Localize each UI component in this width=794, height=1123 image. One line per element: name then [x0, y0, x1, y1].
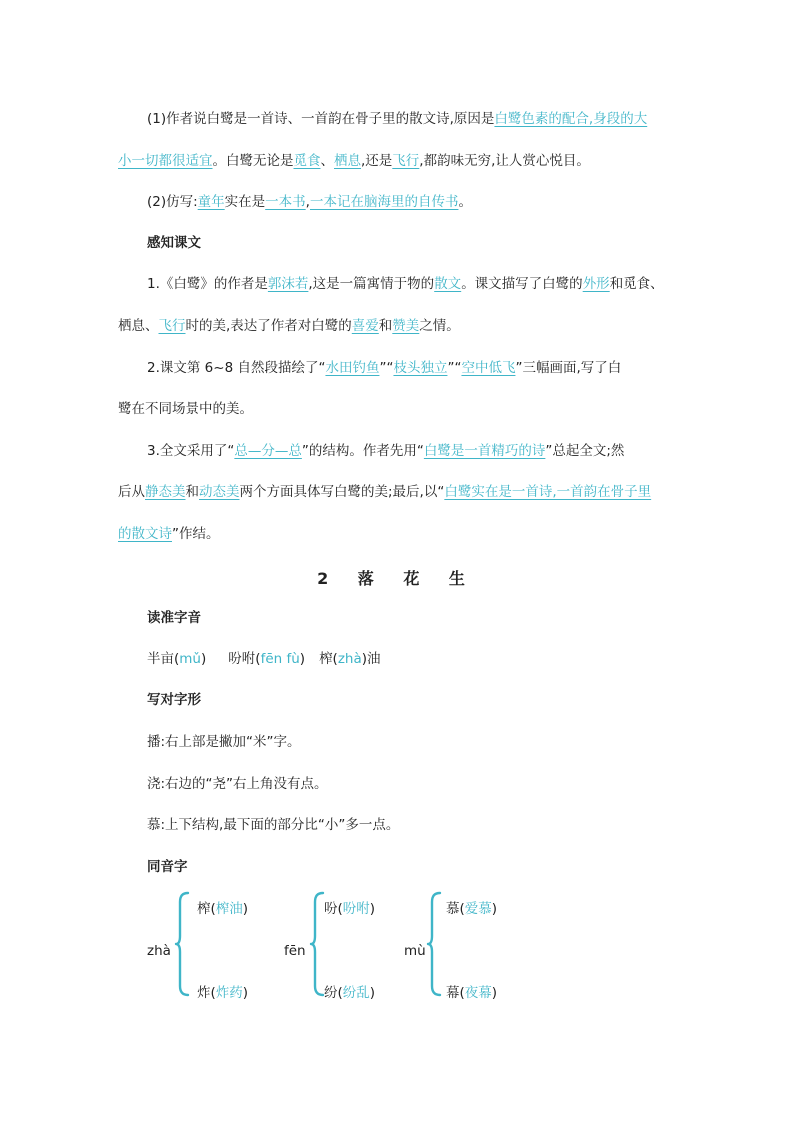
answer-flying: 飞行 [158, 318, 186, 334]
p1-text: 和 [378, 318, 393, 334]
homophone-bottom [197, 983, 248, 1003]
q1-answer: 白鹭色素的配合,身段的大 [494, 111, 648, 127]
q1-text: 。白鹭无论是 [212, 153, 294, 169]
answer-scene-2: 枝头独立 [393, 360, 448, 376]
p2-line2: 鹭在不同场景中的美。 [118, 401, 253, 417]
q1-sep: 、 [320, 153, 334, 169]
homophone-pinyin: fēn [284, 943, 306, 959]
homophone-answer: 纷乱 [342, 985, 370, 1001]
paren: ) [299, 651, 306, 667]
answer-appearance: 外形 [582, 276, 610, 292]
pinyin-word-2: 吩咐( [228, 651, 261, 667]
paren: ) [242, 985, 249, 1001]
q1-line1 [147, 109, 647, 129]
char: 纷( [324, 985, 343, 1001]
pinyin-answer-3: zhà [337, 651, 362, 667]
homophone-bottom [446, 983, 497, 1003]
p2-text: ”“ [447, 360, 462, 376]
homophone-answer: 爱慕 [464, 901, 492, 917]
answer-scene-1: 水田钓鱼 [325, 360, 380, 376]
answer-closing: 白鹭实在是一首诗,一首韵在骨子里 [444, 484, 652, 500]
q2-sep: , [305, 194, 310, 210]
p1-text: 栖息、 [118, 318, 159, 334]
answer-dynamic-beauty: 动态美 [199, 484, 240, 500]
answer-love: 喜爱 [351, 318, 379, 334]
paren: ) [369, 985, 376, 1001]
paren: ) [369, 901, 376, 917]
p3-text: 两个方面具体写白鹭的美;最后,以“ [239, 484, 445, 500]
paren: ) [242, 901, 249, 917]
section-heading-perceive: 感知课文 [147, 235, 201, 251]
answer-author: 郭沫若 [267, 276, 309, 292]
paren: ) [201, 651, 207, 667]
lesson-title: 2 落 花 生 [317, 569, 477, 588]
answer-feixing: 飞行 [392, 153, 420, 169]
homophone-top [197, 899, 248, 919]
pinyin-word-1: 半亩( [147, 651, 180, 667]
q1-text: (1)作者说白鹭是一首诗、一首韵在骨子里的散文诗,原因是 [147, 111, 495, 127]
pinyin-word-3: 榨( [319, 651, 338, 667]
q2-line [147, 192, 472, 212]
brace-icon [174, 890, 190, 998]
homophone-group-zha [147, 890, 277, 1010]
p1-text: 1.《白鹭》的作者是 [147, 276, 268, 292]
p3-text: 后从 [118, 484, 145, 500]
p1-text: 和觅食、 [609, 276, 664, 292]
p1-line1 [147, 274, 664, 294]
pinyin-answer-2: fēn fù [260, 651, 300, 667]
brace-icon [309, 890, 325, 998]
char: 炸( [197, 985, 216, 1001]
answer-static-beauty: 静态美 [145, 484, 186, 500]
homophone-answer: 炸药 [215, 985, 243, 1001]
q2-text: 实在是 [224, 194, 266, 210]
homophone-top [324, 899, 375, 919]
q1-line2 [118, 151, 590, 171]
q2-text: (2)仿写: [147, 194, 198, 210]
p3-text: ”的结构。作者先用“ [301, 443, 424, 459]
answer-praise: 赞美 [392, 318, 420, 334]
answer-scene-3: 空中低飞 [461, 360, 516, 376]
homophone-answer: 榨油 [215, 901, 243, 917]
homophone-pinyin: mù [404, 943, 426, 959]
char: 吩( [324, 901, 343, 917]
shape-item: 浇:右边的“尧”右上角没有点。 [147, 776, 328, 792]
p1-text: 。课文描写了白鹭的 [461, 276, 583, 292]
char: 幕( [446, 985, 465, 1001]
p3-line1 [147, 441, 624, 461]
q1-text: ,还是 [361, 153, 393, 169]
p3-line3 [118, 524, 220, 544]
p2-text: 2.课文第 6~8 自然段描绘了“ [147, 360, 326, 376]
answer-mishi: 觅食 [293, 153, 321, 169]
paren: ) [491, 985, 498, 1001]
p1-text: 之情。 [419, 318, 460, 334]
shape-item: 播:右上部是撇加“米”字。 [147, 734, 301, 750]
homophone-answer: 吩咐 [342, 901, 370, 917]
p3-text: ”总起全文;然 [545, 443, 625, 459]
p1-line2 [118, 316, 460, 336]
brace-icon [426, 890, 442, 998]
p1-text: ,这是一篇寓情于物的 [308, 276, 435, 292]
homophone-answer: 夜幕 [464, 985, 492, 1001]
q2-answer-2: 一本书 [265, 194, 306, 210]
homophone-group-mu [404, 890, 534, 1010]
homophone-pinyin: zhà [147, 943, 171, 959]
shape-item: 慕:上下结构,最下面的部分比“小”多一点。 [147, 817, 400, 833]
paren: ) [491, 901, 498, 917]
p2-text: ”三幅画面,写了白 [515, 360, 622, 376]
section-heading-pinyin: 读准字音 [147, 610, 201, 626]
p3-text: 3.全文采用了“ [147, 443, 235, 459]
q2-answer-1: 童年 [197, 194, 225, 210]
char: 榨( [197, 901, 216, 917]
q2-answer-3: 一本记在脑海里的自传书 [309, 194, 459, 210]
q1-answer-cont: 小一切都很适宜 [118, 153, 213, 169]
p3-line2 [118, 482, 651, 502]
p3-text: ”作结。 [172, 526, 220, 542]
pinyin-line [147, 649, 381, 669]
q1-text: ,都韵味无穷,让人赏心悦目。 [419, 153, 590, 169]
p1-text: 时的美,表达了作者对白鹭的 [185, 318, 352, 334]
p3-text: 和 [185, 484, 199, 500]
paren: )油 [361, 651, 381, 667]
answer-opening: 白鹭是一首精巧的诗 [423, 443, 546, 459]
pinyin-answer-1: mǔ [179, 651, 201, 667]
answer-structure: 总—分—总 [234, 443, 302, 459]
q2-text: 。 [458, 194, 472, 210]
homophone-top [446, 899, 497, 919]
answer-genre: 散文 [434, 276, 462, 292]
section-heading-homophones: 同音字 [147, 859, 188, 875]
homophone-bottom [324, 983, 375, 1003]
char: 慕( [446, 901, 465, 917]
homophone-group-fen [284, 890, 414, 1010]
p2-text: ”“ [379, 360, 394, 376]
p2-line1 [147, 358, 621, 378]
answer-qixi: 栖息 [334, 153, 361, 169]
section-heading-shape: 写对字形 [147, 692, 201, 708]
answer-closing-cont: 的散文诗 [118, 526, 172, 542]
